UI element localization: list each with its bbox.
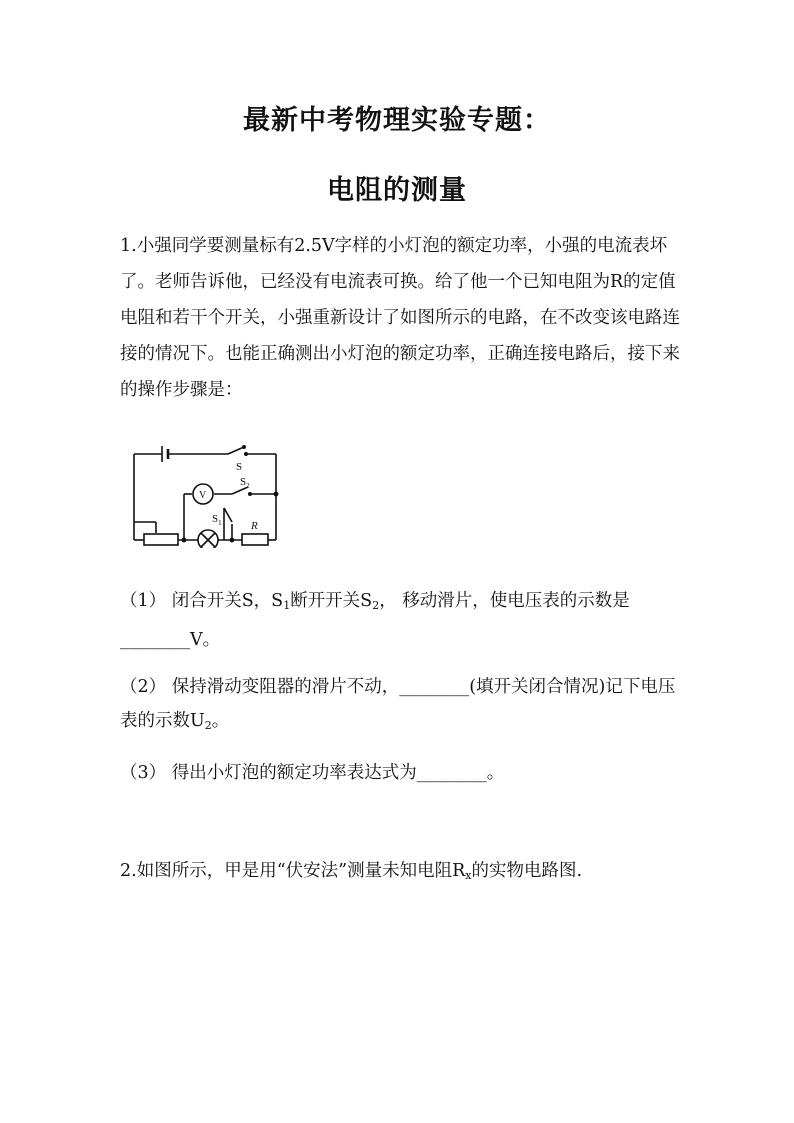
label-r: R — [251, 520, 258, 532]
document-subtitle: 电阻的测量 — [327, 175, 467, 206]
switch-s-blade — [228, 447, 244, 454]
label-s1: $S_1$ — [212, 513, 222, 527]
switch-s1-blade — [224, 508, 232, 522]
question-1-step-1: （1） 闭合开关S，$S_1$断开开关$S_2$， 移动滑片，使电压表的示数是________V。 — [120, 591, 630, 650]
document-title: 最新中考物理实验专题： — [243, 105, 551, 136]
rheostat — [144, 534, 178, 545]
question-2-text: 2.如图所示，甲是用“伏安法”测量未知电阻$R_x$的实物电路图. — [120, 861, 583, 882]
circuit-diagram — [128, 436, 288, 548]
label-s2: $S_2$ — [240, 476, 250, 490]
resistor-r — [242, 534, 268, 545]
question-1-text: 1.小强同学要测量标有2.5V字样的小灯泡的额定功率，小强的电流表坏了。老师告诉他，已经没有电流表可换。给了他一个已知电阻为R的定值电阻和若干个开关，小强重新设计了如图所示的电路，在不改变该电路连接的情况下。也能正确测出小灯泡的额定功率，正确连接电路后，接下来的操作步骤是： — [120, 236, 680, 400]
question-1-step-3: （3） 得出小灯泡的额定功率表达式为________。 — [120, 763, 505, 783]
label-s: S — [236, 461, 243, 473]
question-1-step-2: （2） 保持滑动变阻器的滑片不动，________(填开关闭合情况)记下电压表的示数$U_2$。 — [120, 677, 676, 732]
label-v: V — [199, 490, 207, 501]
